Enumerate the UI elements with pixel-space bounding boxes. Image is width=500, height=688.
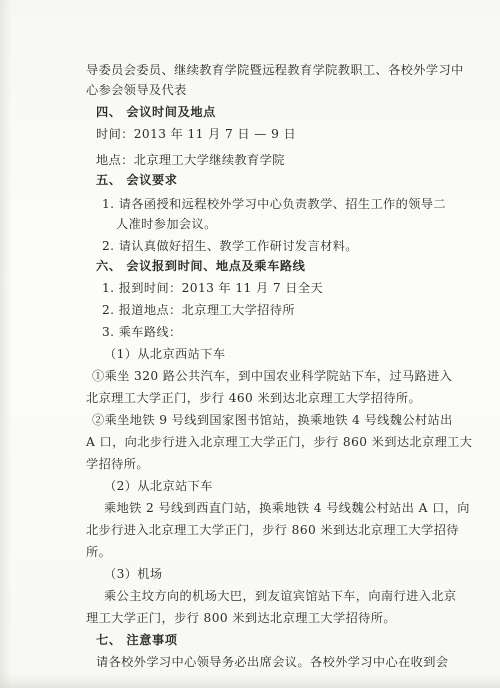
- text-line: （1）从北京西站下车: [104, 347, 226, 361]
- text-line: 1. 请各函授和远程校外学习中心负责教学、招生工作的领导二: [102, 197, 446, 211]
- text-line: 2. 请认真做好招生、教学工作研讨发言材料。: [102, 239, 358, 253]
- text-line: ②乘坐地铁 9 号线到国家图书馆站，换乘地铁 4 号线魏公村站出: [92, 413, 453, 427]
- section-heading: 五、 会议要求: [96, 173, 178, 187]
- text-line: 乘地铁 2 号线到西直门站，换乘地铁 4 号线魏公村站出 A 口，向: [104, 501, 470, 515]
- text-line: 导委员会委员、继续教育学院暨远程教育学院教职工、各校外学习中: [86, 63, 464, 77]
- text-line: 北京理工大学正门，步行 460 米到达北京理工大学招待所。: [86, 391, 422, 405]
- text-line: ①乘坐 320 路公共汽车，到中国农业科学院站下车，过马路进入: [92, 369, 453, 383]
- text-line: （2）从北京站下车: [104, 479, 213, 493]
- text-line: 人准时参加会议。: [116, 217, 217, 231]
- text-line: 地点：北京理工大学继续教育学院: [96, 153, 285, 167]
- text-line: 所。: [86, 545, 112, 559]
- text-line: 1. 报到时间：2013 年 11 月 7 日全天: [102, 281, 324, 295]
- text-line: 3. 乘车路线：: [102, 325, 182, 339]
- text-line: 乘公主坟方向的机场大巴，到友谊宾馆站下车，向南行进入北京: [104, 589, 457, 603]
- text-line: 请各校外学习中心领导务必出席会议。各校外学习中心在收到会: [96, 655, 449, 669]
- section-heading: 七、 注意事项: [96, 633, 178, 647]
- text-line: A 口，向北步行进入北京理工大学正门，步行 860 米到达北京理工大: [86, 435, 473, 449]
- text-line: 2. 报道地点：北京理工大学招待所: [102, 303, 295, 317]
- section-heading: 四、 会议时间及地点: [96, 105, 216, 119]
- text-line: 北步行进入北京理工大学正门，步行 860 米到达北京理工大学招待: [86, 523, 459, 537]
- text-line: 学招待所。: [86, 457, 149, 471]
- text-line: 心参会领导及代表: [86, 83, 187, 97]
- section-heading: 六、 会议报到时间、地点及乘车路线: [96, 259, 306, 273]
- text-line: 理工大学正门，步行 800 米到达北京理工大学招待所。: [86, 611, 396, 625]
- text-line: 时间：2013 年 11 月 7 日 — 9 日: [96, 127, 297, 141]
- scan-shadow: [0, 674, 500, 688]
- scan-edge: [0, 0, 12, 688]
- text-line: （3）机场: [104, 567, 163, 581]
